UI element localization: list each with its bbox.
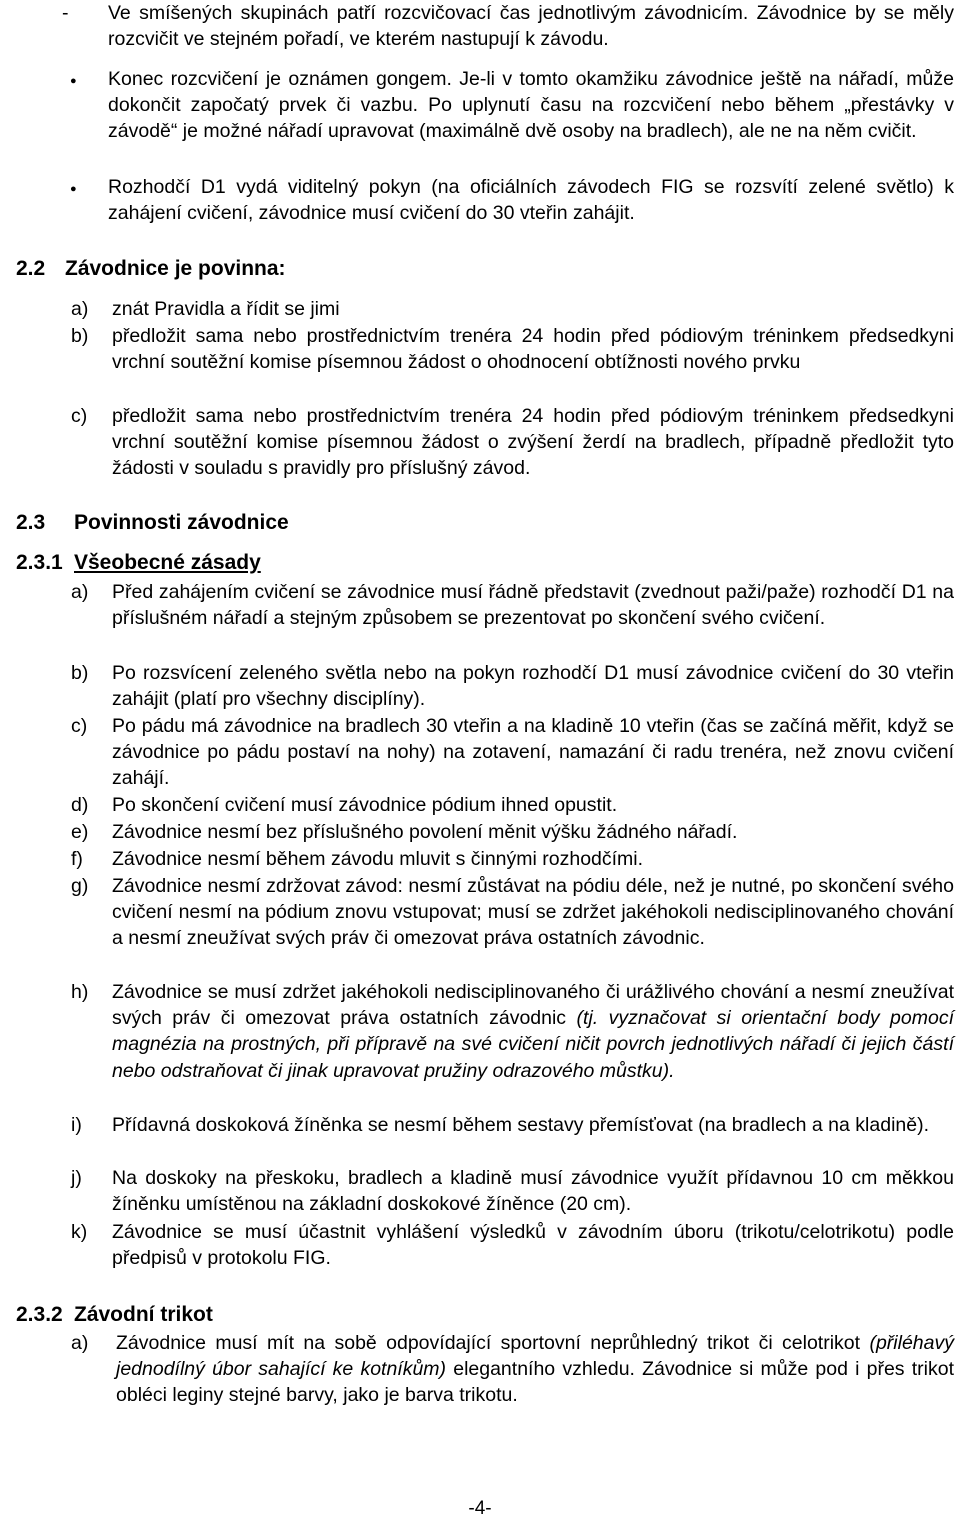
section-number: 2.3	[16, 511, 46, 534]
list-marker: c)	[71, 405, 88, 427]
list-marker: g)	[71, 875, 89, 897]
list-item: Přídavná doskoková žíněnka se nesmí během sestavy přemísťovat (na bradlech a na kladině).	[112, 1114, 930, 1136]
bullet-icon: ●	[70, 75, 77, 87]
subsection-number: 2.3.2	[16, 1303, 63, 1326]
list-marker: a)	[71, 581, 89, 603]
list-item: předložit sama nebo prostřednictvím trenéra 24 hodin před pódiovým tréninkem předsedkyni vrchní soutěžní komise písemnou žádost o zvýšení žerdí na bradlech, případně předložit tyto žádosti v souladu s pravidly pro příslušný závod.	[112, 405, 954, 480]
list-item: Na doskoky na přeskoku, bradlech a kladině musí závodnice využít přídavnou 10 cm měkkou žíněnku umístěnou na základní doskokové žíněnce (20 cm).	[112, 1167, 954, 1216]
list-item	[112, 979, 954, 1084]
list-item: Po skončení cvičení musí závodnice pódium ihned opustit.	[112, 794, 618, 816]
list-marker: e)	[71, 821, 89, 843]
list-marker: a)	[71, 1332, 89, 1354]
list-item: Závodnice nesmí bez příslušného povolení měnit výšku žádného nářadí.	[112, 821, 738, 843]
bullet-icon: ●	[70, 183, 77, 195]
list-marker: k)	[71, 1221, 88, 1243]
list-item: Závodnice nesmí během závodu mluvit s činnými rozhodčími.	[112, 848, 644, 870]
list-marker: i)	[71, 1114, 82, 1136]
list-marker: a)	[71, 298, 89, 320]
section-heading: Závodnice je povinna:	[65, 257, 286, 280]
item-italic-text: (tj. vyznačovat si orientační body pomocí magnézia na prostných, při přípravě na své cvičení ničit povrch jednotlivých nářadí či jejich částí nebo odstraňovat či jinak upravovat pružiny odrazového můstku).	[112, 1007, 955, 1082]
list-item: Rozhodčí D1 vydá viditelný pokyn (na oficiálních závodech FIG se rozsvítí zelené světlo) k zahájení cvičení, závodnice musí cvičení do 30 vteřin zahájit.	[108, 176, 954, 225]
list-item: Ve smíšených skupinách patří rozcvičovací čas jednotlivým závodnicím. Závodnice by se měly rozcvičit ve stejném pořadí, ve kterém nastupují k závodu.	[108, 2, 954, 51]
item-text: Závodnice musí mít na sobě odpovídající sportovní neprůhledný trikot či celotrikot	[116, 1332, 870, 1354]
list-marker: c)	[71, 715, 88, 737]
list-marker: f)	[71, 848, 83, 870]
section-heading: Povinnosti závodnice	[74, 511, 289, 534]
list-marker: j)	[71, 1167, 82, 1189]
subsection-number: 2.3.1	[16, 551, 63, 574]
section-number: 2.2	[16, 257, 46, 280]
subsection-heading: Závodní trikot	[74, 1303, 213, 1326]
item-italic-text: (přiléhavý jednodílný úbor sahající ke kotníkům)	[116, 1332, 954, 1381]
list-item: předložit sama nebo prostřednictvím trenéra 24 hodin před pódiovým tréninkem předsedkyni vrchní soutěžní komise písemnou žádost o ohodnocení obtížnosti nového prvku	[112, 325, 954, 374]
list-item: Po rozsvícení zeleného světla nebo na pokyn rozhodčí D1 musí závodnice cvičení do 30 vteřin zahájit (platí pro všechny disciplíny).	[112, 662, 954, 711]
dash-marker: -	[62, 2, 69, 24]
list-item: znát Pravidla a řídit se jimi	[112, 298, 340, 320]
list-item	[116, 1330, 954, 1409]
list-item: Před zahájením cvičení se závodnice musí řádně představit (zvednout paži/paže) rozhodčí D1 na příslušném nářadí a stejným způsobem se prezentovat po skončení svého cvičení.	[112, 581, 954, 630]
list-marker: d)	[71, 794, 89, 816]
list-marker: b)	[71, 325, 89, 347]
list-item: Závodnice nesmí zdržovat závod: nesmí zůstávat na pódiu déle, než je nutné, po skončení svého cvičení nesmí na pódium znovu vstupovat; musí se zdržet jakéhokoli nedisciplinovaného chování a nesmí zneužívat svých práv či omezovat práva ostatních závodnic.	[112, 875, 954, 950]
list-item: Konec rozcvičení je oznámen gongem. Je-li v tomto okamžiku závodnice ještě na nářadí, může dokončit započatý prvek či vazbu. Po uplynutí času na rozcvičení nebo během „přestávky v závodě“ je možné nářadí upravovat (maximálně dvě osoby na bradlech), ale ne na něm cvičit.	[108, 68, 954, 143]
item-text-tail: elegantního vzhledu. Závodnice si může pod i přes trikot obléci leginy stejné barvy, jako je barva trikotu.	[116, 1358, 954, 1407]
item-text: Závodnice se musí zdržet jakéhokoli nedisciplinovaného či urážlivého chování a nesmí zneužívat svých práv či omezovat práva ostatních závodnic	[112, 981, 954, 1030]
list-marker: h)	[71, 981, 89, 1003]
page-number: -4-	[468, 1498, 492, 1519]
list-item: Závodnice se musí účastnit vyhlášení výsledků v závodním úboru (trikotu/celotrikotu) podle předpisů v protokolu FIG.	[112, 1221, 954, 1270]
list-marker: b)	[71, 662, 89, 684]
list-item: Po pádu má závodnice na bradlech 30 vteřin a na kladině 10 vteřin (čas se začíná měřit, když se závodnice po pádu postaví na nohy) na zotavení, namazání či radu trenéra, než znovu cvičení zahájí.	[112, 715, 954, 790]
subsection-heading: Všeobecné zásady	[74, 551, 261, 574]
